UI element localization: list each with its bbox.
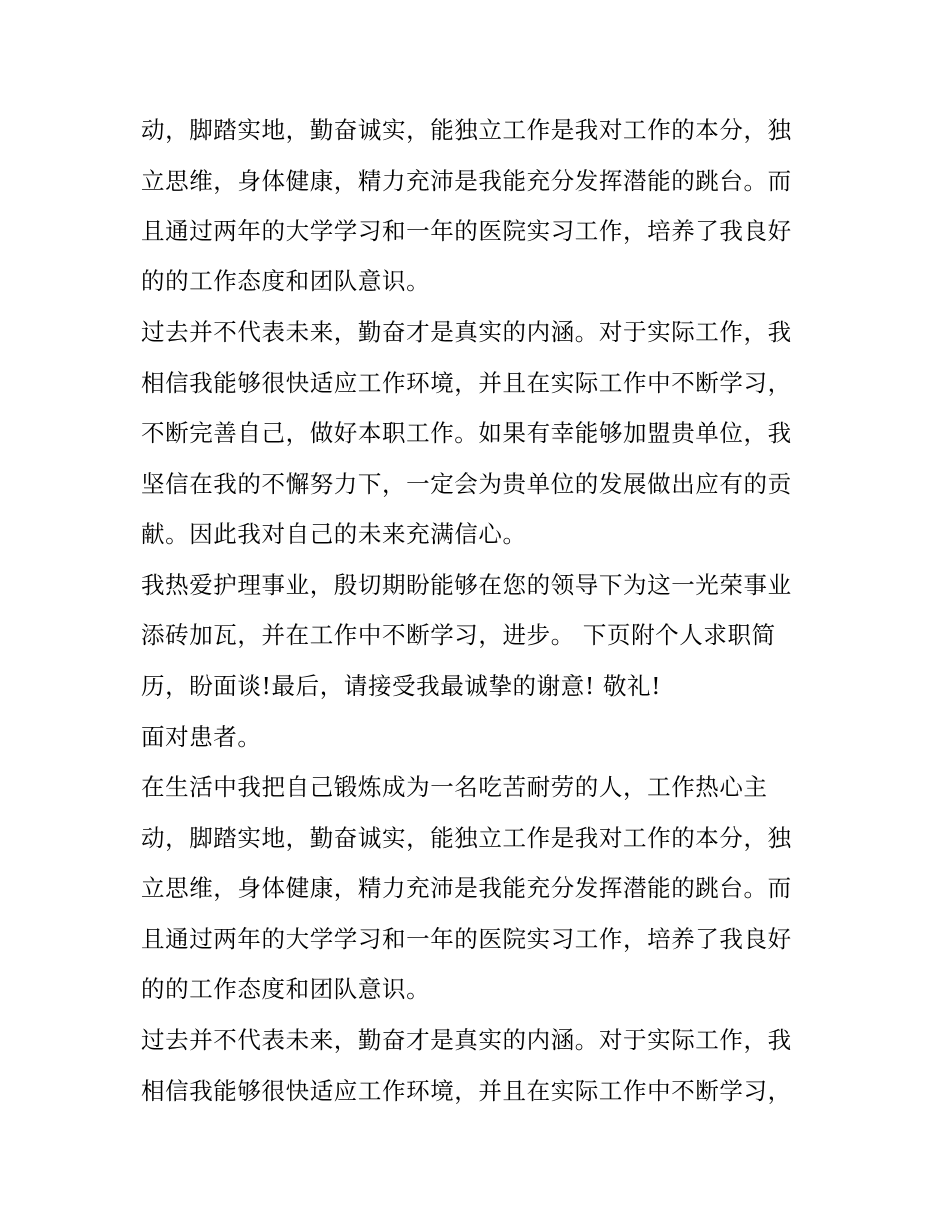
text-line: 且通过两年的大学学习和一年的医院实习工作，培养了我良好 (141, 925, 792, 953)
text-line: 动，脚踏实地，勤奋诚实，能独立工作是我对工作的本分，独 (141, 824, 792, 852)
text-line: 过去并不代表未来，勤奋才是真实的内涵。对于实际工作，我 (141, 318, 792, 346)
text-line: 过去并不代表未来，勤奋才是真实的内涵。对于实际工作，我 (141, 1026, 792, 1054)
text-line: 面对患者。 (141, 723, 262, 751)
text-line: 动，脚踏实地，勤奋诚实，能独立工作是我对工作的本分，独 (141, 116, 792, 144)
text-line: 且通过两年的大学学习和一年的医院实习工作，培养了我良好 (141, 217, 792, 245)
text-line: 立思维，身体健康，精力充沛是我能充分发挥潜能的跳台。而 (141, 167, 792, 195)
text-line: 坚信在我的不懈努力下，一定会为贵单位的发展做出应有的贡 (141, 470, 792, 498)
text-line: 不断完善自己，做好本职工作。如果有幸能够加盟贵单位，我 (141, 419, 792, 447)
text-line: 立思维，身体健康，精力充沛是我能充分发挥潜能的跳台。而 (141, 874, 792, 902)
text-line: 历，盼面谈!最后，请接受我最诚挚的谢意! 敬礼! (141, 672, 662, 700)
text-line: 我热爱护理事业，殷切期盼能够在您的领导下为这一光荣事业 (141, 571, 792, 599)
text-line: 献。因此我对自己的未来充满信心。 (141, 520, 527, 548)
text-line: 添砖加瓦，并在工作中不断学习，进步。 下页附个人求职简 (141, 621, 776, 649)
text-line: 的的工作态度和团队意识。 (141, 975, 431, 1003)
text-line: 的的工作态度和团队意识。 (141, 267, 431, 295)
text-line: 相信我能够很快适应工作环境，并且在实际工作中不断学习， (141, 1077, 792, 1105)
text-line: 在生活中我把自己锻炼成为一名吃苦耐劳的人，工作热心主 (141, 773, 768, 801)
text-line: 相信我能够很快适应工作环境，并且在实际工作中不断学习， (141, 369, 792, 397)
